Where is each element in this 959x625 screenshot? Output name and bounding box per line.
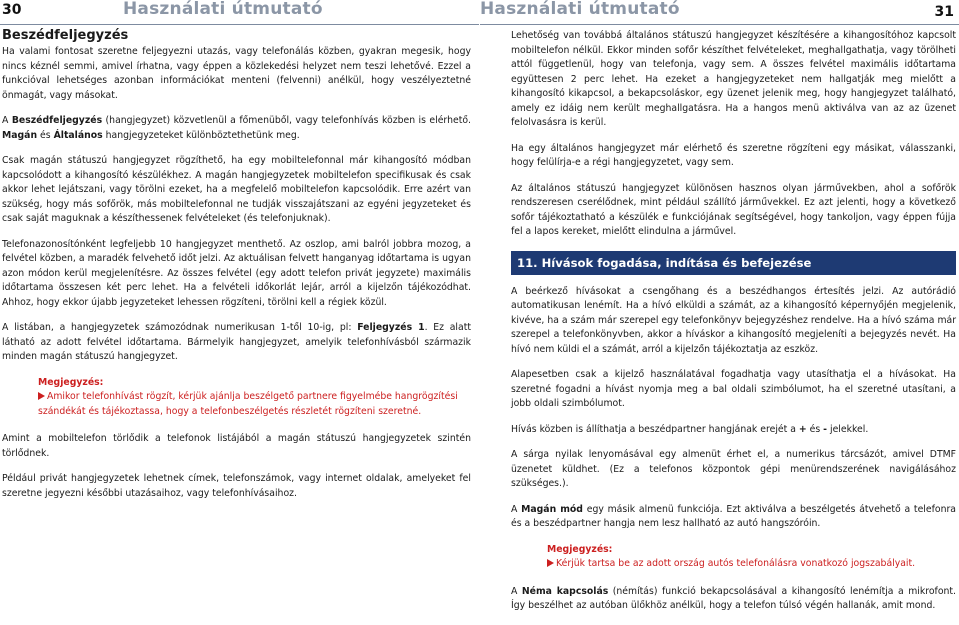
paragraph: A Magán mód egy másik almenü funkciója. Ezt aktiválva a beszélgetés átvehető a telefonra és a beszédpartner hangja nem lesz hallható az autó hangszóróin. [511, 503, 956, 529]
paragraph: Lehetőség van továbbá általános státuszú hangjegyzet készítésére a kihangosítóhoz kapcsolt mobiltelefon nélkül. Ekkor minden sofőr készíthet felvételeket, meghallgathatja, vagy törölheti attól függetlenül, hogy van telefonja, vagy sem. A összes felvétel maximális időtartama együttesen 2 perc lehet. Ha ezeket a hangjegyzeteket nem hallgatják meg mielőtt a kihangosító kikapcsol, a bekapcsoláskor, egy üzenet jelenik meg, hogy hangjegyzet található, amely ez idáig nem került meghallgatásra. Ha a hangos menü aktiválva van az az üzenet felolvasásra is kerül. [511, 30, 956, 128]
paragraph: Ha egy általános hangjegyzet már elérhető és szeretne rögzíteni egy másikat, válasszanki, hogy felülírja-e a régi hangjegyzetet, vagy sem. [511, 142, 956, 168]
paragraph: A sárga nyilak lenyomásával egy almenüt érhet el, a numerikus tárcsázót, amivel DTMF üzenetet küldhet. (Ez a telefonos központok gépi menürendszerének navigálásához szükséges.). [511, 449, 956, 489]
paragraph: Az általános státuszú hangjegyzet különösen hasznos olyan járművekben, ahol a sofőrök rendszeresen cserélődnek, mint például szállító járművekkel. Ez azt jelenti, hogy a következő sofőr tájékoztatható a készülék e funkciójának segítségével, hogy tankoljon, vagy éppen fújja fel a lapos kereket, mielőtt elindulna a járművel. [511, 182, 956, 237]
left-page [0, 0, 479, 592]
right-page [480, 0, 959, 611]
triangle-bullet-icon [38, 392, 45, 400]
page-header [480, 0, 959, 25]
paragraph: Csak magán státuszú hangjegyzet rögzíthető, ha egy mobiltelefonnal már kihangosító módban kapcsolódott a kihangosító készülékhez. A magán hangjegyzetek mobiltelefon specifikusak és csak akkor lehet lejátszani, vagy törölni ezeket, ha a megfelelő mobiltelefon kapcsolódik. Erre azért van szükség, hogy más sofőrök, más mobiltelefonnal ne tudják visszajátszani az egyéni jegyzeteket és csak saját maguknak a készíthessenek felvételeket (és telefonjuknak). [2, 155, 471, 224]
page-body [2, 28, 471, 512]
paragraph: Telefonazonosítónként legfeljebb 10 hangjegyzet menthető. Az oszlop, ami balról jobbra mozog, a felvétel közben, a maradék felvehető időt jelzi. Az aktuálisan felvett hanganyag időtartama is ugyan azon módon kerül megjelenítésre. Az összes felvétel (egy adott telefon privát jegyzete) maximális időtartama összesen két perc lehet. Ha a felvételi időkorlát lejár, arról a kijelzőn tájékozódhat. Ahhoz, hogy ekkor újabb jegyzeteket lehessen rögzíteni, törölni kell a régiek közül. [2, 238, 471, 308]
page-header [0, 0, 479, 25]
note-text: Amikor telefonhívást rögzít, kérjük ajánlja beszélgető partnere figyelmébe hangrögzítési szándékát és tájékoztassa, hogy a telefonbeszélgetés részletét rögzíteni szeretné. [38, 391, 458, 417]
header-title: Használati útmutató [480, 0, 680, 19]
section-title: Beszédfeljegyzés [2, 28, 129, 43]
header-title: Használati útmutató [123, 0, 323, 19]
page-number: 31 [934, 4, 954, 20]
paragraph: Alapesetben csak a kijelző használatával fogadhatja vagy utasíthatja el a hívásokat. Ha szeretné fogadni a hívást nyomja meg a bal oldali szimbólumot, ha el szeretné utasítani, a jobb oldali szimbólumot. [511, 369, 956, 409]
paragraph: A beérkező hívásokat a csengőhang és a beszédhangos értesítés jelzi. Az autórádió automatikusan lenémít. Ha a hívó elküldi a számát, az a kihangosító képernyőjén megjelenik, kivéve, ha a szám már szerepel egy telefonkönyv bejegyzéshez rendelve. Ha a hívó száma már szerepel a telefonkönyvben, akkor a híváskor a kihangosító megjeleníti a bejegyzés nevét. Ha hívó nem küldi el a számát, arról a kijelzőn tájékoztatja az eszköz. [511, 285, 957, 355]
paragraph: Hívás közben is állíthatja a beszédpartner hangjának erejét a + és - jelekkel. [511, 423, 869, 435]
paragraph: Amint a mobiltelefon törlődik a telefonok listájából a magán státuszú hangjegyzetek szintén törlődnek. [2, 433, 471, 459]
note-heading: Megjegyzés: [38, 376, 104, 388]
paragraph: Ha valami fontosat szeretne feljegyezni utazás, vagy telefonálás közben, gyakran megesik, hogy nincs kéznél semmi, amivel írhatna, vagy éppen a közlekedési helyzet nem teszi lehetővé. Ezzel a funkcióval lehetséges azonban információkat menteni (felvenni) anélkül, hogy veszélyeztetné önmagát, vagy másokat. [2, 46, 471, 101]
note-text: Kérjük tartsa be az adott ország autós telefonálásra vonatkozó jogszabályait. [547, 557, 956, 572]
paragraph: A Néma kapcsolás (némítás) funkció bekapcsolásával a kihangosító lenémítja a mikrofont. Így beszélhet az autóban ülőkhöz anélkül, hogy a telefon túlsó végén hallanák, amit mond. [511, 585, 956, 611]
paragraph: A Beszédfeljegyzés (hangjegyzet) közvetlenül a főmenüből, vagy telefonhívás közben is elérhető. Magán és Általános hangjegyzeteket különböztethetünk meg. [2, 115, 471, 141]
note-heading: Megjegyzés: [547, 543, 613, 555]
section-banner: 11. Hívások fogadása, indítása és befejezése [511, 251, 956, 275]
page-number: 30 [2, 2, 22, 18]
paragraph: Például privát hangjegyzetek lehetnek címek, telefonszámok, vagy internet oldalak, amelyeket fel szeretne jegyezni későbbi utazásaihoz, vagy telefonhívásaihoz. [2, 473, 471, 499]
paragraph: A listában, a hangjegyzetek számozódnak numerikusan 1-től 10-ig, pl: Feljegyzés 1. Ez alatt látható az adott felvétel időtartama. Bármelyik hangjegyzet, amelyik telefonhívásból származik minden magán státuszú hangjegyzet. [2, 322, 472, 362]
page-body [511, 29, 956, 625]
triangle-bullet-icon [547, 559, 554, 567]
